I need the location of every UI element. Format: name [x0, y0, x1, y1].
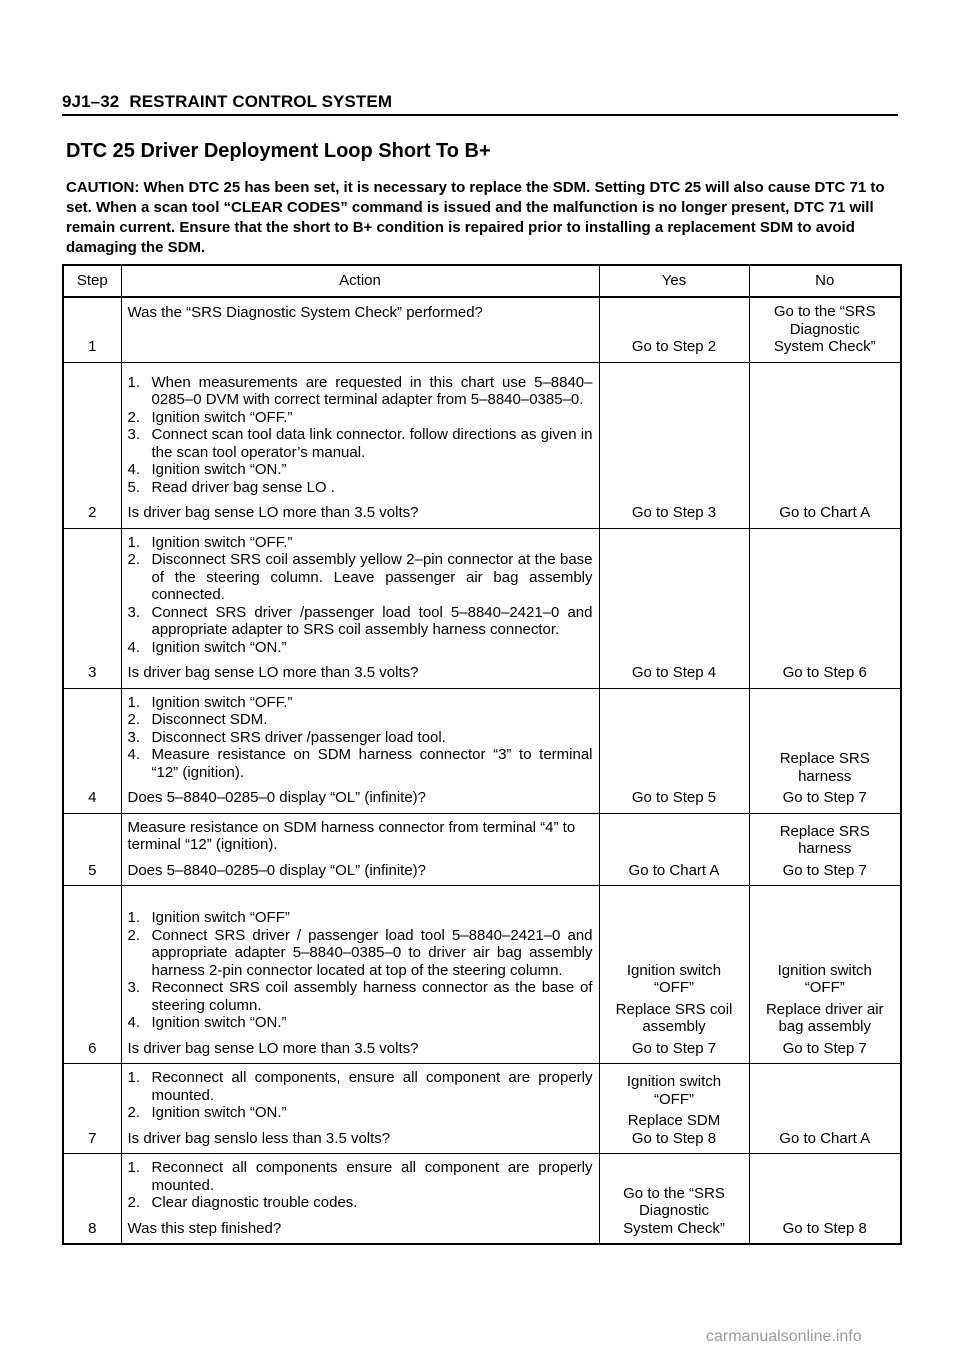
yes-result-line: Ignition switch — [626, 1073, 722, 1090]
table-row — [63, 813, 901, 886]
no-result-line: Go to Step 7 — [782, 1039, 867, 1057]
no-result-line: harness — [798, 767, 852, 785]
yes-result-line: Go to Step 4 — [631, 664, 717, 681]
action-steps-list — [128, 374, 593, 497]
action-steps-list — [128, 534, 593, 657]
action-step-text: Ignition switch “ON.” — [151, 461, 287, 478]
no-result — [749, 886, 901, 1064]
action-steps-list — [128, 1159, 593, 1212]
action-step-item — [128, 711, 593, 729]
yes-result-line: Go to Chart A — [628, 861, 720, 879]
table-row — [63, 1154, 901, 1245]
action-step-number: 3. — [127, 603, 141, 621]
action-steps-list — [128, 909, 593, 1032]
yes-result — [599, 688, 749, 813]
action-step-item — [128, 1159, 593, 1194]
action-step-text: Measure resistance on SDM harness connector “3” to terminal “12” (ignition). — [151, 746, 593, 781]
action-cell — [121, 1154, 599, 1245]
table-header-row — [63, 265, 901, 297]
diagnostic-table — [62, 264, 902, 1245]
action-question: Is driver bag sense LO more than 3.5 volts? — [127, 504, 419, 521]
header-rule — [62, 114, 898, 116]
table-row — [63, 886, 901, 1064]
step-number: 6 — [63, 886, 121, 1064]
no-result-line: Go to Step 8 — [782, 1219, 867, 1237]
no-result-line: System Check” — [773, 338, 876, 355]
yes-result-line: “OFF” — [654, 979, 694, 996]
no-result — [749, 528, 901, 688]
action-step-item — [128, 409, 593, 427]
step-number: 1 — [63, 297, 121, 362]
action-step-text: Reconnect SRS coil assembly harness connector as the base of steering column. — [151, 979, 593, 1014]
table-row — [63, 297, 901, 362]
no-result — [749, 297, 901, 362]
yes-result-line: Diagnostic — [638, 1202, 710, 1219]
action-step-number: 3. — [127, 979, 141, 996]
action-step-text: Read driver bag sense LO . — [151, 478, 335, 496]
action-step-number: 1. — [127, 1159, 141, 1176]
action-question: Is driver bag senslo less than 3.5 volts? — [127, 1129, 391, 1147]
action-step-item — [128, 639, 593, 657]
action-step-item — [128, 979, 593, 1014]
action-step-number: 4. — [127, 638, 141, 656]
action-step-text: Connect scan tool data link connector. follow directions as given in the scan tool operator’s manual. — [151, 426, 593, 461]
yes-result-line: Go to Step 2 — [631, 338, 717, 355]
table-row — [63, 1064, 901, 1154]
action-step-number: 1. — [127, 1069, 141, 1086]
action-step-text: Disconnect SRS coil assembly yellow 2–pin connector at the base of the steering column. Leave passenger air bag assembly connected. — [151, 551, 593, 603]
action-step-number: 5. — [127, 478, 141, 496]
action-step-number: 2. — [127, 1104, 141, 1121]
action-cell — [121, 528, 599, 688]
action-step-item — [128, 927, 593, 980]
action-step-number: 2. — [127, 926, 141, 944]
action-step-item — [128, 479, 593, 497]
action-cell — [121, 1064, 599, 1154]
yes-result — [599, 1154, 749, 1245]
yes-result — [599, 886, 749, 1064]
action-step-text: Disconnect SDM. — [151, 711, 268, 728]
no-result-line: “OFF” — [804, 979, 845, 996]
page-header — [62, 92, 392, 112]
no-result-line: Go to Step 7 — [782, 861, 867, 879]
action-step-item — [128, 1014, 593, 1032]
action-question: Was this step finished? — [127, 1219, 282, 1237]
action-step-text: Reconnect all components, ensure all component are properly mounted. — [151, 1069, 593, 1104]
action-step-number: 3. — [127, 728, 141, 746]
yes-result-line: assembly — [642, 1018, 706, 1035]
no-result-line: Go to Step 7 — [782, 789, 867, 806]
action-step-number: 4. — [127, 461, 141, 478]
action-step-number: 1. — [127, 533, 141, 551]
no-result — [749, 813, 901, 886]
table-row — [63, 528, 901, 688]
yes-result — [599, 813, 749, 886]
action-question: Does 5–8840–0285–0 display “OL” (infinite)? — [127, 861, 427, 879]
action-cell — [121, 813, 599, 886]
action-step-item — [128, 1069, 593, 1104]
action-question: Is driver bag sense LO more than 3.5 volts? — [127, 664, 419, 681]
action-step-item — [128, 729, 593, 747]
action-cell — [121, 297, 599, 362]
action-step-text: Ignition switch “OFF.” — [151, 533, 293, 551]
yes-result-line: Go to the “SRS — [623, 1184, 725, 1202]
action-text: Was the “SRS Diagnostic System Check” performed? — [127, 304, 483, 321]
document-title: DTC 25 Driver Deployment Loop Short To B+ — [66, 140, 491, 162]
yes-result — [599, 362, 749, 528]
caution-note: CAUTION: When DTC 25 has been set, it is necessary to replace the SDM. Setting DTC 25 will also cause DTC 71 to set. When a scan tool “CLEAR CODES” command is issued and the malfunction is no longer present, DTC 71 will remain current. Ensure that the short to B+ condition is repaired prior to installing a replacement SDM to avoid damaging the SDM. — [66, 179, 885, 256]
no-result-line: Go to Step 6 — [782, 664, 867, 681]
no-result-line: Replace SRS — [779, 822, 870, 840]
no-result — [749, 1154, 901, 1245]
action-step-number: 1. — [127, 373, 141, 391]
action-step-item — [128, 909, 593, 927]
step-number: 7 — [63, 1064, 121, 1154]
yes-result — [599, 1064, 749, 1154]
col-header-yes: Yes — [599, 265, 749, 297]
yes-result-line: “OFF” — [654, 1090, 694, 1108]
col-header-no: No — [749, 265, 901, 297]
step-number: 5 — [63, 813, 121, 886]
watermark: carmanualsonline.info — [706, 1328, 862, 1345]
no-result — [749, 1064, 901, 1154]
action-question: Does 5–8840–0285–0 display “OL” (infinite)? — [127, 789, 427, 806]
action-step-text: Clear diagnostic trouble codes. — [151, 1194, 358, 1211]
yes-result-line: Replace SRS coil — [615, 1000, 733, 1018]
yes-result-line: Go to Step 8 — [631, 1129, 717, 1147]
action-step-number: 3. — [127, 426, 141, 443]
yes-result-line: Ignition switch — [626, 961, 722, 979]
step-number: 8 — [63, 1154, 121, 1245]
action-step-item — [128, 746, 593, 781]
no-result-line: harness — [798, 840, 852, 857]
action-step-number: 1. — [127, 693, 141, 711]
action-step-number: 1. — [127, 909, 141, 926]
action-step-text: Ignition switch “ON.” — [151, 638, 287, 656]
action-cell — [121, 688, 599, 813]
yes-result — [599, 297, 749, 362]
action-step-text: Disconnect SRS driver /passenger load tool. — [151, 728, 446, 746]
action-step-item — [128, 534, 593, 552]
no-result-line: Go to Chart A — [779, 504, 871, 521]
no-result-line: Go to Chart A — [779, 1129, 871, 1147]
no-result-line: Go to the “SRS — [773, 303, 876, 320]
action-step-number: 2. — [127, 711, 141, 728]
action-step-item — [128, 426, 593, 461]
action-step-item — [128, 374, 593, 409]
action-steps-list — [128, 1069, 593, 1122]
action-step-text: Ignition switch “OFF.” — [151, 693, 293, 711]
yes-result-line: Go to Step 7 — [631, 1039, 717, 1057]
action-step-number: 2. — [127, 1194, 141, 1211]
action-step-item — [128, 1194, 593, 1212]
no-result-line: bag assembly — [778, 1018, 872, 1035]
col-header-action: Action — [121, 265, 599, 297]
action-step-number: 4. — [127, 1014, 141, 1031]
action-step-text: Connect SRS driver /passenger load tool 5–8840–2421–0 and appropriate adapter to SRS coil assembly harness connector. — [151, 603, 593, 638]
action-step-item — [128, 1104, 593, 1122]
no-result-line: Diagnostic — [789, 320, 860, 338]
yes-result — [599, 528, 749, 688]
table-row — [63, 362, 901, 528]
action-step-item — [128, 461, 593, 479]
action-steps-list — [128, 694, 593, 782]
page-number: 9J1–32 — [62, 92, 120, 111]
action-step-text: Ignition switch “ON.” — [151, 1104, 287, 1121]
yes-result-line: Replace SDM — [627, 1112, 721, 1129]
action-step-number: 4. — [127, 746, 141, 763]
action-step-number: 2. — [127, 408, 141, 426]
action-text: Measure resistance on SDM harness connector from terminal “4” to terminal “12” (ignition). — [127, 818, 576, 853]
action-cell — [121, 362, 599, 528]
action-step-item — [128, 551, 593, 604]
yes-result-line: System Check” — [623, 1219, 725, 1237]
action-step-text: Ignition switch “OFF” — [151, 909, 290, 926]
no-result — [749, 688, 901, 813]
no-result-line: Ignition switch — [777, 961, 872, 979]
no-result-line: Replace SRS — [779, 750, 870, 767]
table-body — [63, 297, 901, 1244]
no-result — [749, 362, 901, 528]
action-step-text: Ignition switch “ON.” — [151, 1014, 287, 1031]
col-header-step: Step — [63, 265, 121, 297]
yes-result-line: Go to Step 3 — [631, 504, 717, 521]
action-step-text: Connect SRS driver / passenger load tool 5–8840–2421–0 and appropriate adapter 5–8840–0385–0 to driver air bag assembly harness 2-pin connector located at top of the steering column. — [151, 926, 593, 979]
action-cell — [121, 886, 599, 1064]
action-step-text: Reconnect all components ensure all component are properly mounted. — [151, 1159, 593, 1194]
action-step-text: Ignition switch “OFF.” — [151, 408, 293, 426]
action-question: Is driver bag sense LO more than 3.5 volts? — [127, 1039, 419, 1057]
yes-result-line: Go to Step 5 — [631, 789, 717, 806]
action-step-item — [128, 604, 593, 639]
action-step-text: When measurements are requested in this chart use 5–8840–0285–0 DVM with correct terminal adapter from 5–8840–0385–0. — [151, 373, 593, 408]
step-number: 4 — [63, 688, 121, 813]
table-row — [63, 688, 901, 813]
step-number: 2 — [63, 362, 121, 528]
section-title: RESTRAINT CONTROL SYSTEM — [129, 92, 393, 111]
step-number: 3 — [63, 528, 121, 688]
action-step-item — [128, 694, 593, 712]
action-step-number: 2. — [127, 551, 141, 568]
no-result-line: Replace driver air — [765, 1000, 884, 1018]
